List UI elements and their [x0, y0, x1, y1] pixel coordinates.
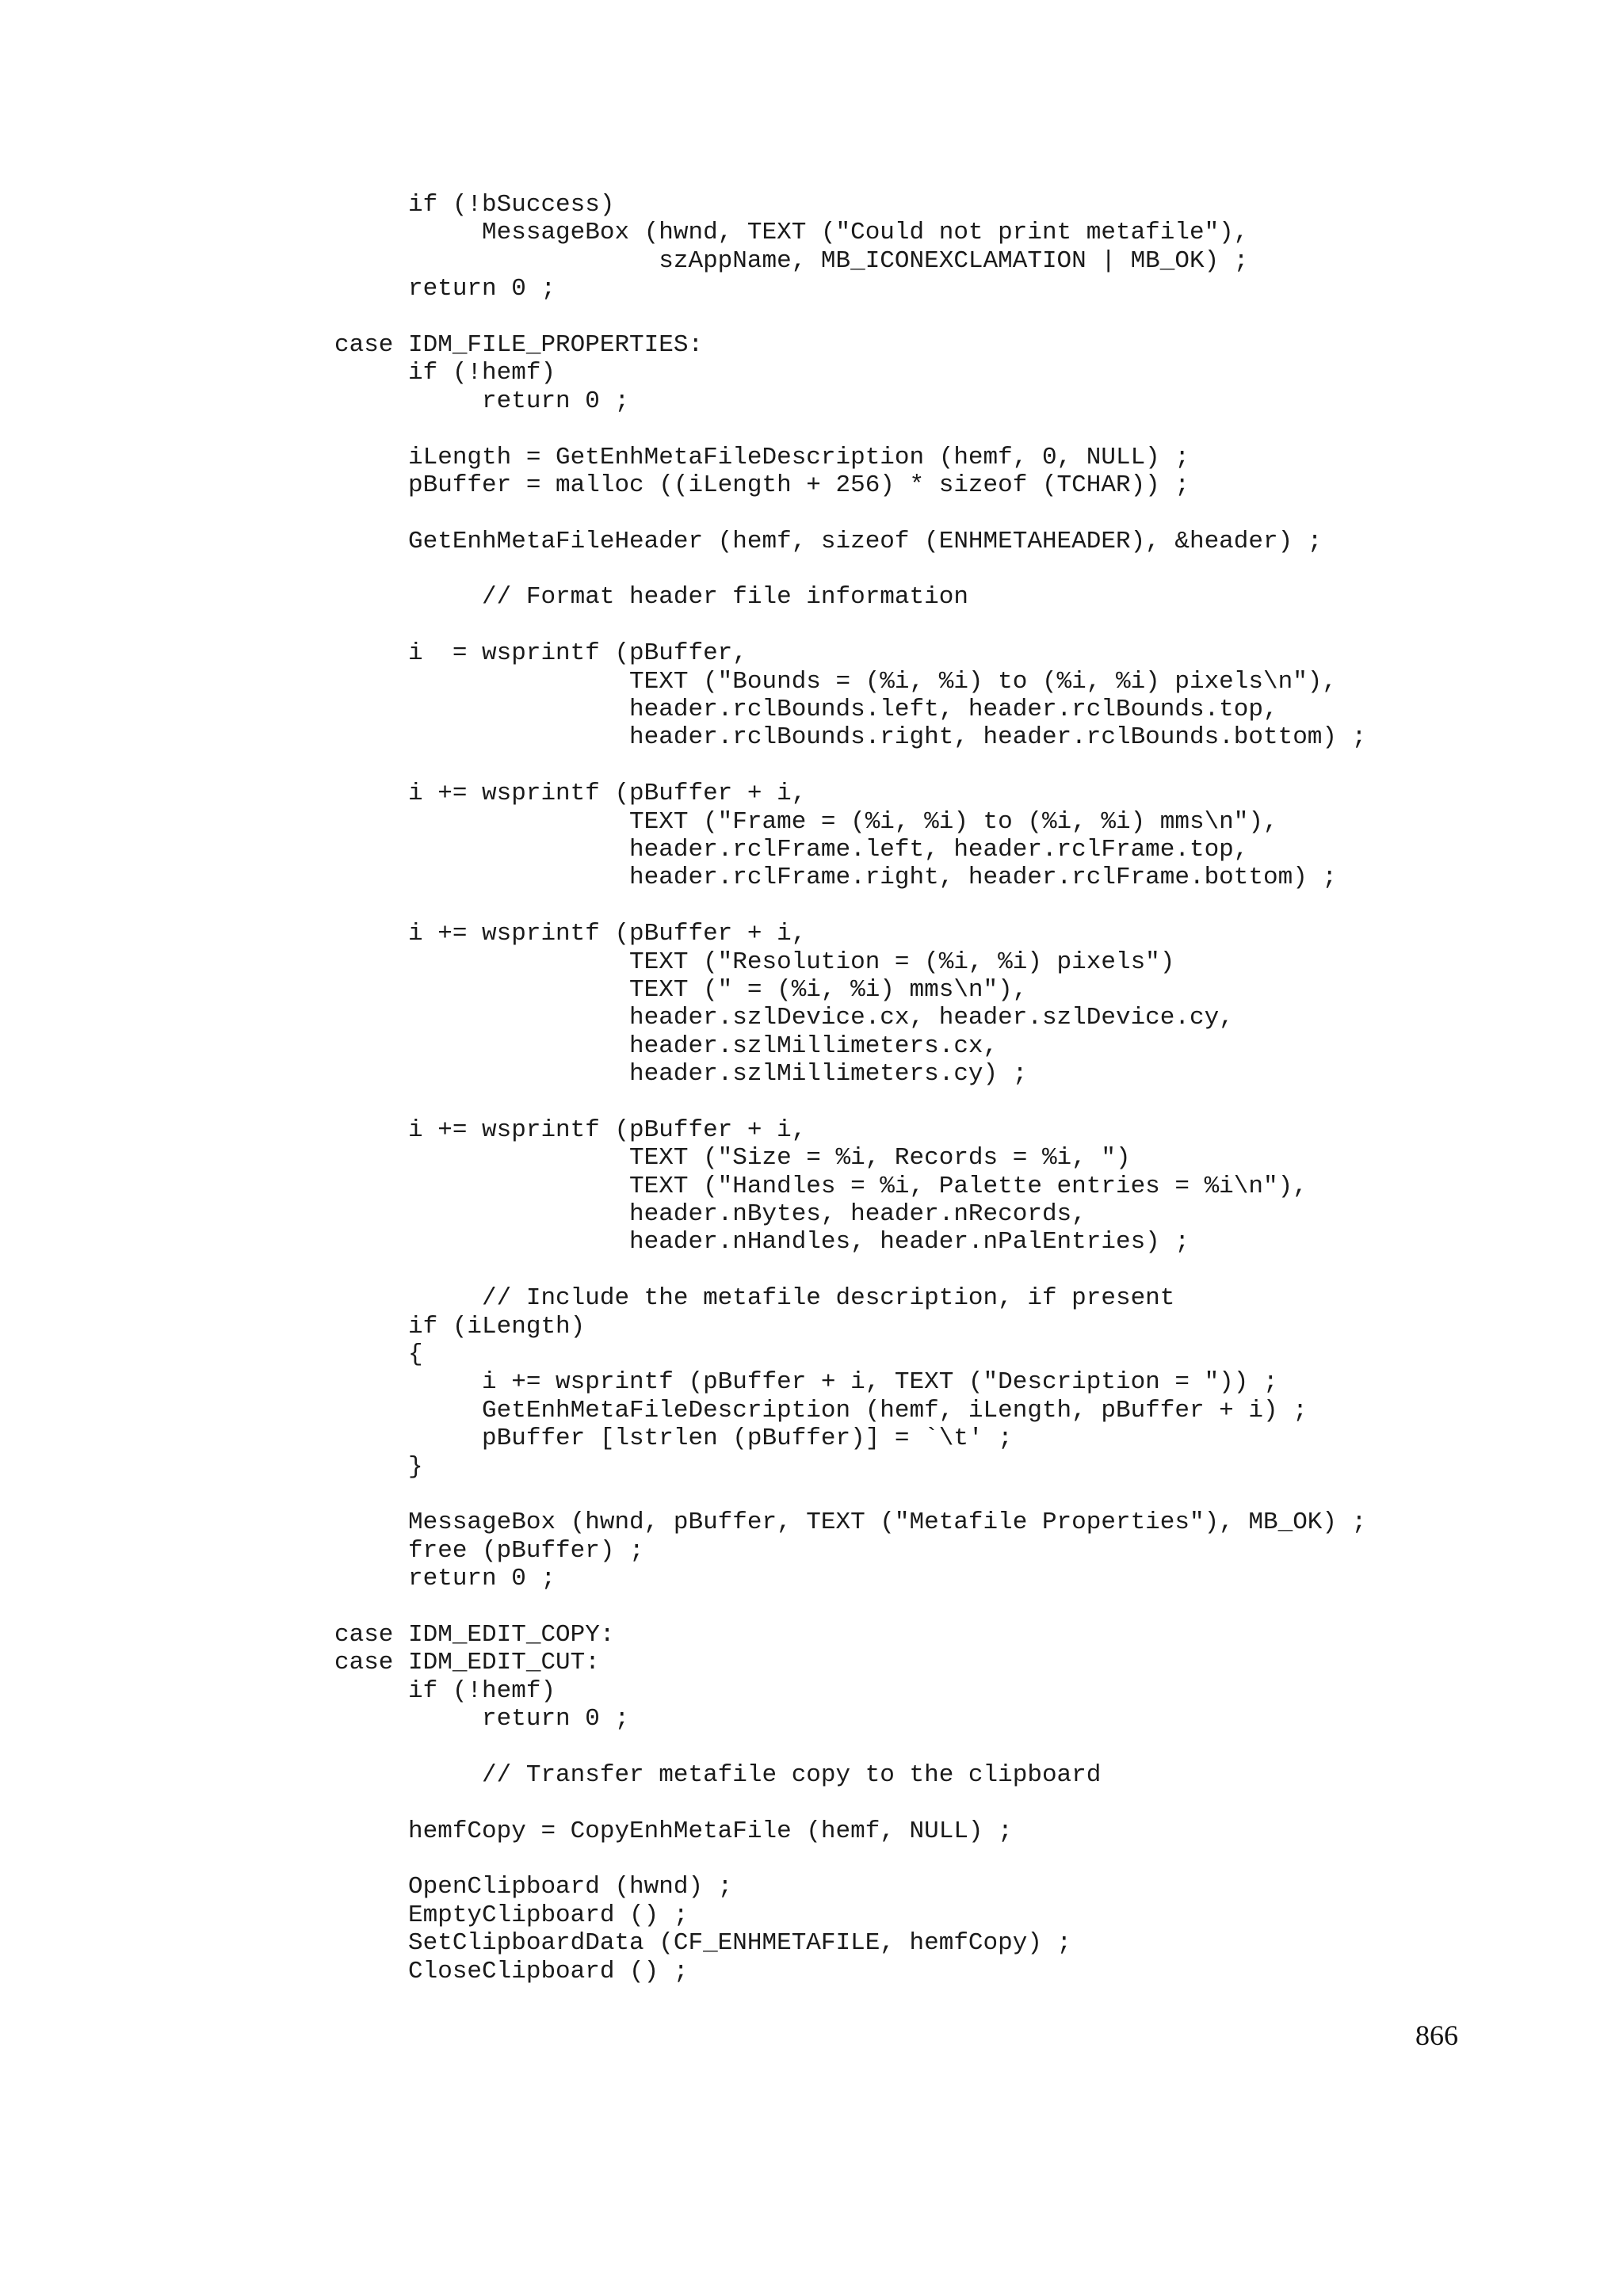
- code-line: [334, 892, 1366, 920]
- code-line: TEXT ("Handles = %i, Palette entries = %i\n"),: [334, 1172, 1308, 1200]
- page-number: 866: [1415, 2019, 1458, 2051]
- code-line: }: [334, 1452, 423, 1481]
- code-line: header.rclFrame.right, header.rclFrame.bottom) ;: [334, 864, 1338, 892]
- code-line: return 0 ;: [334, 275, 556, 303]
- code-line: [334, 303, 1366, 331]
- code-line: header.nBytes, header.nRecords,: [334, 1200, 1086, 1229]
- code-line: if (!hemf): [334, 1676, 556, 1705]
- code-line: if (!bSuccess): [334, 191, 615, 219]
- code-line: hemfCopy = CopyEnhMetaFile (hemf, NULL) ;: [334, 1817, 1013, 1845]
- code-line: pBuffer = malloc ((iLength + 256) * sizeof (TCHAR)) ;: [334, 471, 1190, 499]
- code-line: TEXT ("Resolution = (%i, %i) pixels"): [334, 948, 1175, 976]
- code-line: MessageBox (hwnd, TEXT ("Could not print metafile"),: [334, 219, 1249, 247]
- code-line: [334, 612, 1366, 639]
- code-line: if (!hemf): [334, 359, 556, 387]
- code-line: header.nHandles, header.nPalEntries) ;: [334, 1228, 1190, 1257]
- code-line: {: [334, 1341, 423, 1369]
- code-line: [334, 1789, 1366, 1817]
- code-line: i += wsprintf (pBuffer + i, TEXT ("Description = ")) ;: [334, 1368, 1278, 1397]
- code-line: header.szlMillimeters.cy) ;: [334, 1060, 1028, 1089]
- code-line: TEXT ("Frame = (%i, %i) to (%i, %i) mms\n"),: [334, 807, 1278, 836]
- code-line: iLength = GetEnhMetaFileDescription (hemf, 0, NULL) ;: [334, 443, 1190, 471]
- code-line: free (pBuffer) ;: [334, 1536, 644, 1565]
- code-line: TEXT ("Bounds = (%i, %i) to (%i, %i) pixels\n"),: [334, 667, 1338, 696]
- code-line: case IDM_EDIT_COPY:: [334, 1620, 615, 1649]
- code-line: TEXT (" = (%i, %i) mms\n"),: [334, 975, 1028, 1004]
- code-line: [334, 1481, 1366, 1508]
- code-listing: [334, 191, 1366, 1985]
- code-line: if (iLength): [334, 1312, 586, 1341]
- code-line: [334, 752, 1366, 780]
- code-line: i += wsprintf (pBuffer + i,: [334, 1116, 807, 1144]
- code-line: i += wsprintf (pBuffer + i,: [334, 780, 807, 808]
- code-line: pBuffer [lstrlen (pBuffer)] = `\t' ;: [334, 1425, 1013, 1453]
- code-line: [334, 1593, 1366, 1621]
- code-line: return 0 ;: [334, 1565, 556, 1593]
- code-line: szAppName, MB_ICONEXCLAMATION | MB_OK) ;: [334, 246, 1249, 275]
- code-line: GetEnhMetaFileHeader (hemf, sizeof (ENHMETAHEADER), &header) ;: [334, 527, 1323, 555]
- code-line: [334, 1089, 1366, 1116]
- code-line: // Include the metafile description, if present: [334, 1284, 1175, 1313]
- code-line: header.rclFrame.left, header.rclFrame.top,: [334, 835, 1249, 864]
- code-line: // Format header file information: [334, 583, 968, 612]
- code-line: case IDM_FILE_PROPERTIES:: [334, 330, 704, 359]
- code-line: EmptyClipboard () ;: [334, 1901, 689, 1929]
- code-line: CloseClipboard () ;: [334, 1957, 689, 1985]
- code-line: header.szlDevice.cx, header.szlDevice.cy,: [334, 1004, 1234, 1032]
- code-line: header.rclBounds.left, header.rclBounds.top,: [334, 696, 1278, 724]
- code-line: SetClipboardData (CF_ENHMETAFILE, hemfCopy) ;: [334, 1929, 1072, 1958]
- code-line: GetEnhMetaFileDescription (hemf, iLength, pBuffer + i) ;: [334, 1396, 1308, 1425]
- code-line: return 0 ;: [334, 1705, 630, 1733]
- code-line: OpenClipboard (hwnd) ;: [334, 1873, 733, 1901]
- code-line: [334, 1257, 1366, 1284]
- code-line: MessageBox (hwnd, pBuffer, TEXT ("Metafile Properties"), MB_OK) ;: [334, 1508, 1367, 1537]
- code-line: [334, 555, 1366, 583]
- code-line: case IDM_EDIT_CUT:: [334, 1649, 600, 1677]
- code-line: header.szlMillimeters.cx,: [334, 1032, 999, 1060]
- code-line: [334, 1733, 1366, 1760]
- code-line: [334, 499, 1366, 527]
- code-line: TEXT ("Size = %i, Records = %i, "): [334, 1144, 1131, 1173]
- code-line: // Transfer metafile copy to the clipboard: [334, 1760, 1102, 1789]
- code-line: header.rclBounds.right, header.rclBounds.bottom) ;: [334, 723, 1367, 752]
- code-line: i = wsprintf (pBuffer,: [334, 639, 747, 668]
- code-line: return 0 ;: [334, 387, 630, 415]
- code-line: i += wsprintf (pBuffer + i,: [334, 920, 807, 948]
- code-line: [334, 1845, 1366, 1873]
- code-line: [334, 415, 1366, 443]
